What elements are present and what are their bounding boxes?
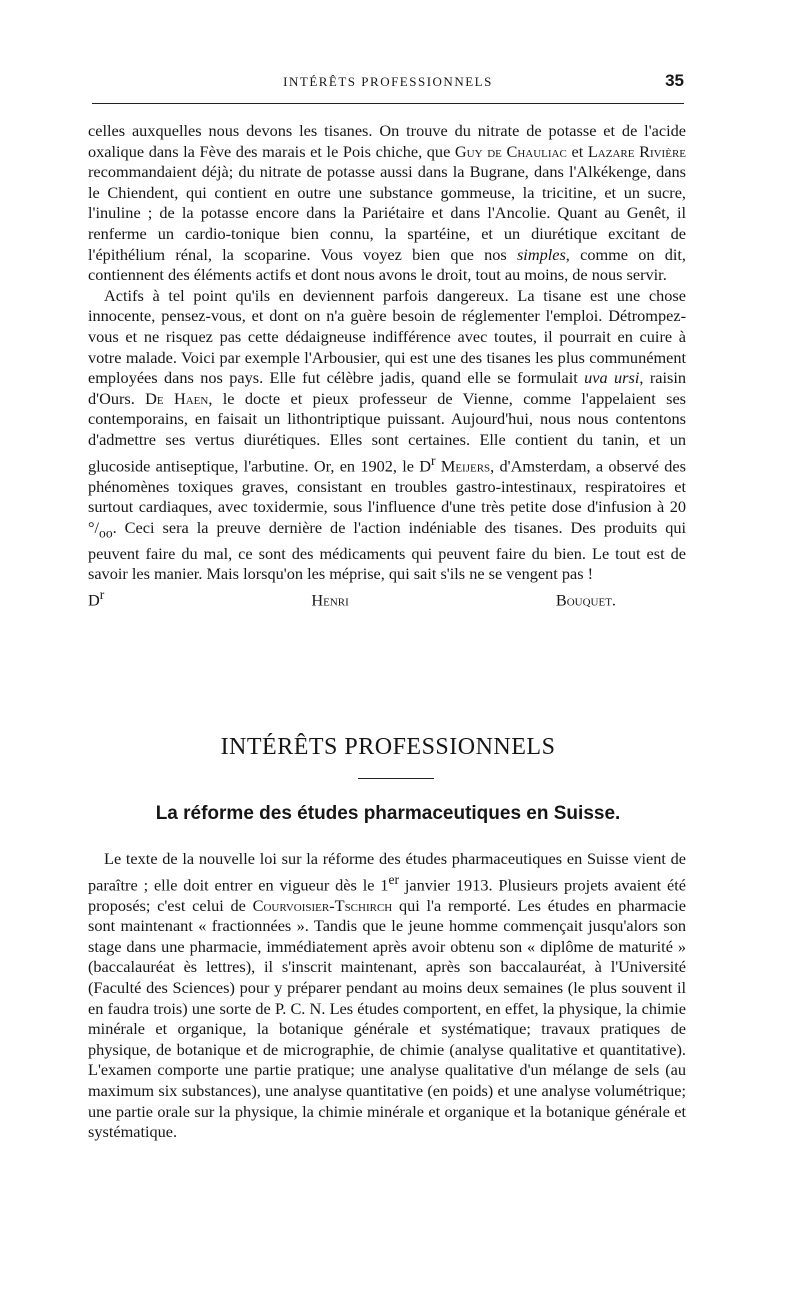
article-title: La réforme des études pharmaceutiques en Suisse. — [155, 803, 621, 824]
article-continuation — [88, 121, 686, 611]
paragraph-tisanes-composition: celles auxquelles nous devons les tisanes. On trouve du nitrate de potasse et de l'acide oxalique dans la Fève des marais et le Pois chiche, que Guy de Chauliac et Lazare Rivière recommandaient déjà; du nitrate de potasse aussi dans la Bugrane, dans l'Alkékenge, dans le Chiendent, qui contient en outre une substance gommeuse, la tricitine, et un sucre, l'inuline ; de la potasse encore dans la Pariétaire et dans l'Ancolie. Quant au Genêt, il renferme un cardio-tonique bien connu, la spartéine, et un diurétique excitant de l'épithélium rénal, la scoparine. Vous voyez bien que nos simples, comme on dit, contiennent des éléments actifs et dont nous avons le droit, tout au moins, de nous servir. — [88, 121, 687, 285]
section-rule — [358, 778, 434, 779]
paragraph-reforme: Le texte de la nouvelle loi sur la réforme des études pharmaceutiques en Suisse vient de paraître ; elle doit entrer en vigueur dès le 1er janvier 1913. Plusieurs projets avaient été proposés; c'est celui de Courvoisier-Tschirch qui l'a remporté. Les études en pharmacie sont maintenant « fractionnées ». Tandis que le jeune homme commençait jusqu'alors son stage dans une pharmacie, immédiatement après avoir obtenu son « diplôme de maturité » (baccalauréat ès lettres), il s'inscrit maintenant, après son baccalauréat, à l'Université (Faculté des Sciences) pour y préparer pendant au moins deux semaines (le plus souvent il en faudra trois) une sorte de P. C. N. Les études comportent, en effet, la physique, la chimie minérale et organique, la botanique générale et systématique; travaux pratiques de physique, de botanique et de micrographie, de chimie (analyse qualitative et quantitative). L'examen comporte une partie pratique; une analyse qualitative d'un mélange de sels (au maximum six substances), une analyse quantitative (en poids) et une analyse volumétrique; une partie orale sur la physique, la chimie minérale et organique et la botanique générale et systématique. — [88, 849, 686, 1142]
author-name: Meijers — [435, 455, 491, 475]
italic-term: simples — [516, 244, 566, 264]
author-name: Courvoisier-Tschirch — [252, 895, 393, 915]
running-head — [92, 71, 684, 96]
author-name: Lazare Rivière — [587, 141, 686, 161]
article-body — [88, 849, 686, 1143]
running-title: INTÉRÊTS PROFESSIONNELS — [283, 74, 493, 89]
header-rule — [92, 103, 684, 104]
italic-term: uva ursi — [584, 368, 640, 388]
paragraph-tisanes-danger: Actifs à tel point qu'ils en deviennent parfois dangereux. La tisane est une chose innocente, pensez-vous, et dont on n'a guère besoin de réglementer l'emploi. Détrompez-vous et ne risquez pas cette dédaigneuse indifférence avec toutes, il pourrait en cuire à votre malade. Voici par exemple l'Arbousier, qui est une des tisanes les plus communément employées dans nos pays. Elle fut célèbre jadis, quand elle se formulait uva ursi, raisin d'Ours. De Haen, le docte et pieux professeur de Vienne, comme l'appelaient ses contemporains, en faisait un lithontriptique puissant. Aujourd'hui, nous nous contentons d'admettre ses vertus diurétiques. Elles sont certaines. Elle contient du tanin, et un glucoside antiseptique, l'arbutine. Or, en 1902, le $D^r$ Meijers, d'Amsterdam, a observé des phénomènes toxiques graves, consistant en troubles gastro-intestinaux, respiratoires et surtout cardiaques, avec toxidermie, sous l'influence d'une très petite dose d'infusion à 20 $^\circ/_{oo}$. Ceci sera la preuve dernière de l'action indéniable des tisanes. Des produits qui peuvent faire du mal, ce sont des médicaments qui peuvent faire du bien. Le tout est de savoir les manier. Mais lorsqu'on les méprise, qui sait s'ils ne se vengent pas ! — [88, 285, 687, 584]
page-number: 35 — [665, 71, 684, 90]
author-name: De Haen — [145, 388, 209, 408]
signature: $D^r$ Henri Bouquet. — [88, 586, 616, 610]
author-name: Guy de Chauliac — [454, 141, 567, 161]
section-title: INTÉRÊTS PROFESSIONNELS — [220, 734, 556, 760]
